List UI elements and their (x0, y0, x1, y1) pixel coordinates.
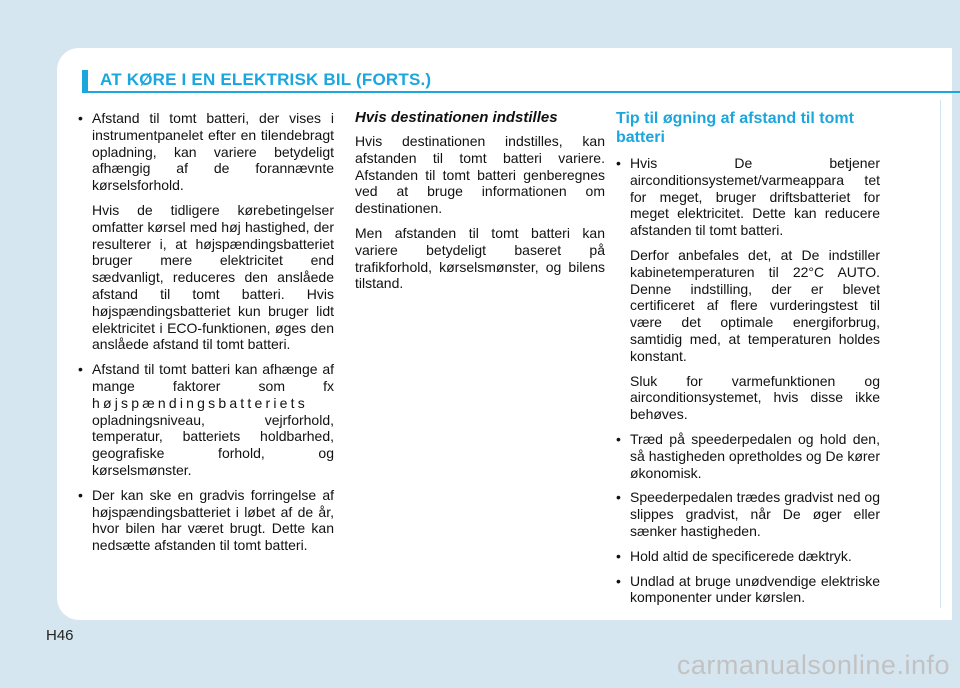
bullet-range-factors (78, 361, 334, 479)
paragraph-turn-off-climate: Sluk for varmefunktionen og airconditionsystemet, hvis disse ikke behøves. (630, 372, 880, 423)
paragraph-cabin-temperature: Derfor anbefales det, at De indstiller kabinetemperaturen til 22°C AUTO. Denne indstilling, der er blevet certificeret af flere vurderingstest til være det optimale energiforbrug, samtidig med, at temperaturen holdes konstant. (630, 246, 880, 364)
bullet-gradual-pedal: • Speederpedalen trædes gradvist ned og slippes gradvist, når De øger eller sænker hastigheden. (616, 489, 880, 539)
destination-paragraph-2: Men afstanden til tomt batteri kan variere betydeligt baseret på trafikforhold, kørselsmønster, og bilens tilstand. (355, 224, 605, 292)
section-title: AT KØRE I EN ELEKTRISK BIL (FORTS.) (100, 70, 432, 89)
bullet-tire-pressure: • Hold altid de specificerede dæktryk. (616, 548, 880, 565)
bullet-range-variation: • Afstand til tomt batteri, der vises i instrumentpanelet efter en tilendebragt opladning, kan variere betydeligt afhængig af de forannævnte kørselsforhold. (78, 110, 334, 194)
page-edge-line (940, 100, 941, 608)
bullet-steady-speed: • Træd på speederpedalen og hold den, så hastigheden opretholdes og De kører økonomisk. (616, 431, 880, 481)
range-factors-list: opladningsniveau, vejrforhold, temperatur, batteriets holdbarhed, geografiske forhold, og kørselsmønster. (92, 411, 334, 478)
page-number: H46 (46, 627, 74, 644)
header-accent-bar (82, 70, 88, 91)
bullet-unneeded-components: • Undlad at bruge unødvendige elektriske komponenter under kørslen. (616, 573, 880, 607)
header-rule (82, 91, 960, 93)
column-right (616, 109, 880, 614)
bullet-climate-usage: • Hvis De betjener airconditionsystemet/varmeappara tet for meget, bruger driftsbatteriet for meget elektricitet. Dette kan reducere afstanden til tomt batteri. (616, 155, 880, 239)
destination-paragraph-1: Hvis destinationen indstilles, kan afstanden til tomt batteri variere. Afstanden til tomt batteri genberegnes ved at bruge informationen om destinationen. (355, 133, 605, 217)
tips-heading: Tip til øgning af afstand til tomt batteri (616, 110, 854, 146)
column-middle (355, 109, 605, 300)
column-left (78, 110, 334, 562)
watermark: carmanualsonline.info (676, 650, 950, 680)
paragraph-high-speed-effect: Hvis de tidligere kørebetingelser omfatter kørsel med høj hastighed, der resulterer i, at højspændingsbatteriet bruger mere elektricitet end sædvanligt, reduceres den anslåede afstand til tomt batteri. Hvis højspændingsbatteriet kun bruger lidt elektricitet i ECO-funktionen, øges den anslåede afstand til tomt batteri. (92, 201, 334, 353)
bullet-battery-degradation: • Der kan ske en gradvis forringelse af højspændingsbatteriet i løbet af de år, hvor bilen har været brugt. Dette kan nedsætte afstanden til tomt batteri. (78, 487, 334, 554)
destination-heading: Hvis destinationen indstilles (355, 109, 558, 126)
range-factors-intro: Afstand til tomt batteri kan afhænge af mange faktorer som fx (92, 361, 334, 394)
range-factors-battery: højspændingsbatteriets (92, 394, 308, 411)
